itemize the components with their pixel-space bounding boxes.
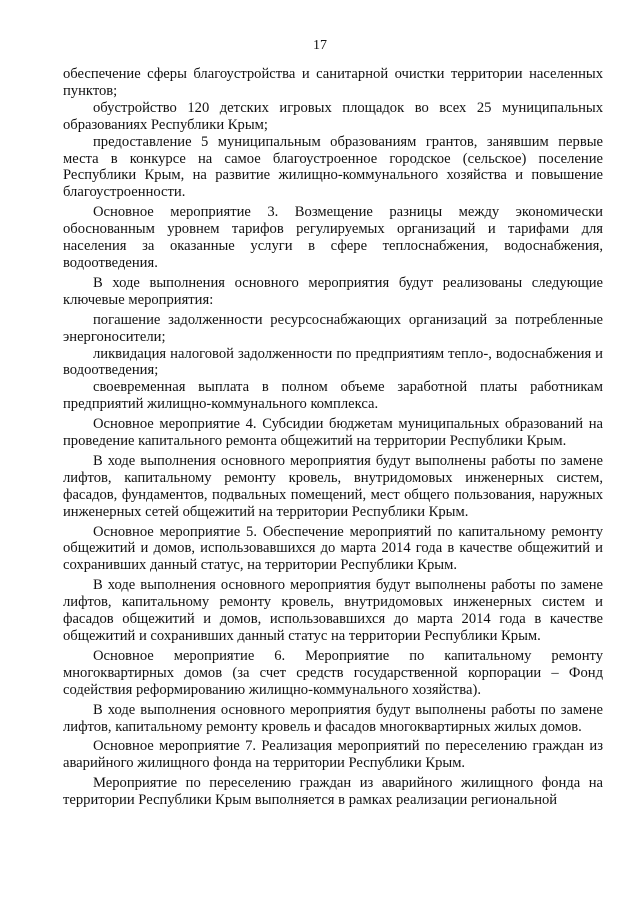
paragraph-2: обустройство 120 детских игровых площадок во всех 25 муниципальных образованиях Республики Крым;: [63, 99, 603, 133]
document-body: [63, 66, 603, 809]
page-number: 17: [313, 38, 327, 53]
paragraph-4: Основное мероприятие 3. Возмещение разницы между экономически обоснованным уровнем тарифов регулируемых организаций и тарифами для населения за оказанные услуги в сфере теплоснабжения, водоснабжения, водоотведения.: [63, 204, 603, 271]
paragraph-12: В ходе выполнения основного мероприятия будут выполнены работы по замене лифтов, капитальному ремонту кровель, внутридомовых инженерных систем и фасадов общежитий и домов, использовавшихся до марта 2014 года в качестве общежитий и сохранивших данный статус на территории Республики Крым.: [63, 577, 603, 644]
paragraph-16: Мероприятие по переселению граждан из аварийного жилищного фонда на территории Республики Крым выполняется в рамках реализации региональной: [63, 775, 603, 809]
paragraph-9: Основное мероприятие 4. Субсидии бюджетам муниципальных образований на проведение капитального ремонта общежитий на территории Республики Крым.: [63, 416, 603, 450]
paragraph-6: погашение задолженности ресурсоснабжающих организаций за потребленные энергоносители;: [63, 311, 603, 345]
paragraph-10: В ходе выполнения основного мероприятия будут выполнены работы по замене лифтов, капитальному ремонту кровель, внутридомовых инженерных систем, фасадов, фундаментов, подвальных помещений, мест общего пользования, наружных инженерных сетей общежитий на территории Республики Крым.: [63, 452, 603, 520]
paragraph-14: В ходе выполнения основного мероприятия будут выполнены работы по замене лифтов, капитальному ремонту кровель и фасадов многоквартирных жилых домов.: [63, 701, 603, 735]
paragraph-3: предоставление 5 муниципальным образованиям грантов, занявшим первые места в конкурсе на самое благоустроенное городское (сельское) поселение Республики Крым, на развитие жилищно-коммунального хозяйства и повышение благоустроенности.: [63, 133, 603, 201]
paragraph-13: Основное мероприятие 6. Мероприятие по капитальному ремонту многоквартирных домов (за счет средств государственной корпорации – Фонд содействия реформированию жилищно-коммунального хозяйства).: [63, 647, 603, 698]
paragraph-15: Основное мероприятие 7. Реализация мероприятий по переселению граждан из аварийного жилищного фонда на территории Республики Крым.: [63, 738, 603, 772]
paragraph-1: обеспечение сферы благоустройства и санитарной очистки территории населенных пунктов;: [63, 66, 603, 99]
paragraph-8: своевременная выплата в полном объеме заработной платы работникам предприятий жилищно-коммунального комплекса.: [63, 379, 603, 413]
paragraph-7: ликвидация налоговой задолженности по предприятиям тепло-, водоснабжения и водоотведения;: [63, 345, 603, 379]
paragraph-5: В ходе выполнения основного мероприятия будут реализованы следующие ключевые мероприятия:: [63, 274, 603, 308]
paragraph-11: Основное мероприятие 5. Обеспечение мероприятий по капитальному ремонту общежитий и домов, использовавшихся до марта 2014 года в качестве общежитий и сохранивших данный статус, на территории Республики Крым.: [63, 523, 603, 574]
